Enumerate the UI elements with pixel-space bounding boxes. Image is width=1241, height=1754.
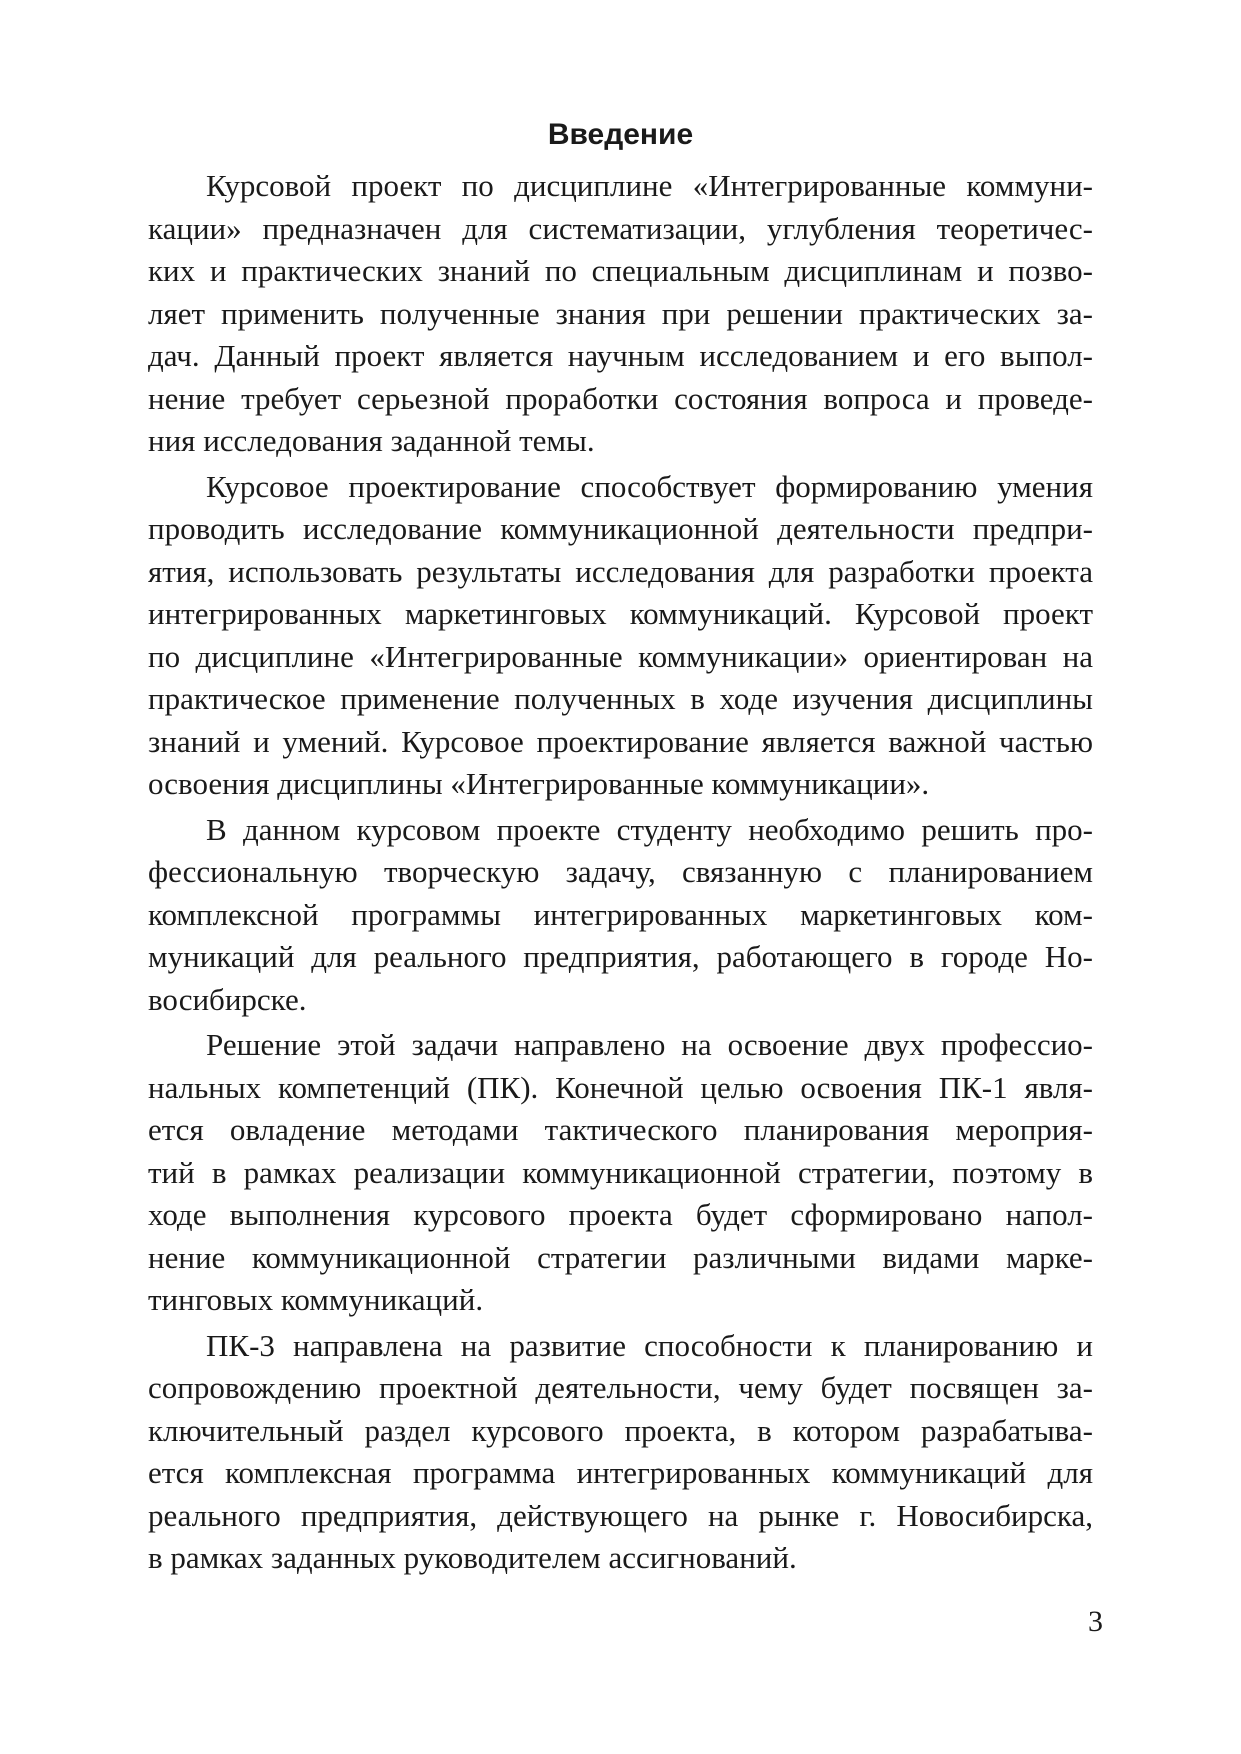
- body-text: [148, 165, 1093, 1583]
- paragraph-4: [148, 1024, 1093, 1322]
- text-line: нальных компетенций (ПК). Конечной целью освоения ПК-1 явля-: [148, 1069, 1093, 1105]
- text-line: Курсовой проект по дисциплине «Интегрированные коммуни-: [206, 168, 1093, 203]
- text-line: нение требует серьезной проработки состояния вопроса и проведе-: [148, 380, 1093, 416]
- text-line: фессиональную творческую задачу, связанную с планированием: [148, 854, 1093, 889]
- paragraph-3: [148, 809, 1093, 1022]
- text-line: в рамках заданных руководителем ассигнований.: [148, 1540, 797, 1575]
- paragraph-5: [148, 1325, 1093, 1580]
- text-line: нение коммуникационной стратегии различными видами марке-: [148, 1239, 1093, 1275]
- text-line: ется овладение методами тактического планирования мероприя-: [148, 1112, 1093, 1147]
- text-line: муникаций для реального предприятия, работающего в городе Но-: [148, 939, 1093, 974]
- text-line: восибирске.: [148, 981, 307, 1017]
- paragraph-2: [148, 466, 1093, 806]
- page-number: 3: [1088, 1605, 1103, 1638]
- text-line: кации» предназначен для систематизации, углубления теоретичес-: [148, 210, 1093, 246]
- text-line: сопровождению проектной деятельности, чему будет посвящен за-: [148, 1370, 1093, 1405]
- text-line: тинговых коммуникаций.: [148, 1282, 484, 1317]
- text-line: ляет применить полученные знания при решении практических за-: [148, 295, 1093, 331]
- text-line: ПК-3 направлена на развитие способности к планированию и: [206, 1327, 1093, 1363]
- text-line: реального предприятия, действующего на рынке г. Новосибирска,: [148, 1497, 1093, 1533]
- text-line: проводить исследование коммуникационной деятельности предпри-: [148, 511, 1093, 546]
- text-line: Курсовое проектирование способствует формированию умения: [206, 468, 1093, 504]
- text-line: дач. Данный проект является научным исследованием и его выпол-: [148, 338, 1093, 373]
- text-line: ятия, использовать результаты исследования для разработки проекта: [148, 553, 1093, 589]
- text-line: комплексной программы интегрированных маркетинговых ком-: [148, 896, 1093, 932]
- text-line: знаний и умений. Курсовое проектирование является важной частью: [148, 723, 1093, 759]
- text-line: Решение этой задачи направлено на освоение двух профессио-: [206, 1027, 1093, 1062]
- text-line: тий в рамках реализации коммуникационной стратегии, поэтому в: [148, 1154, 1093, 1190]
- text-line: по дисциплине «Интегрированные коммуникации» ориентирован на: [148, 638, 1093, 674]
- text-line: ется комплексная программа интегрированных коммуникаций для: [148, 1455, 1093, 1490]
- page-title: Введение: [547, 118, 694, 151]
- text-line: интегрированных маркетинговых коммуникаций. Курсовой проект: [148, 596, 1093, 631]
- paragraph-1: [148, 165, 1093, 463]
- text-line: ходе выполнения курсового проекта будет сформировано напол-: [148, 1197, 1093, 1232]
- text-line: ключительный раздел курсового проекта, в котором разрабатыва-: [148, 1412, 1093, 1448]
- text-line: ких и практических знаний по специальным дисциплинам и позво-: [148, 253, 1093, 288]
- text-line: В данном курсовом проекте студенту необходимо решить про-: [206, 811, 1093, 847]
- text-line: ния исследования заданной темы.: [148, 423, 595, 458]
- text-line: освоения дисциплины «Интегрированные коммуникации».: [148, 766, 930, 801]
- text-line: практическое применение полученных в ходе изучения дисциплины: [148, 681, 1093, 716]
